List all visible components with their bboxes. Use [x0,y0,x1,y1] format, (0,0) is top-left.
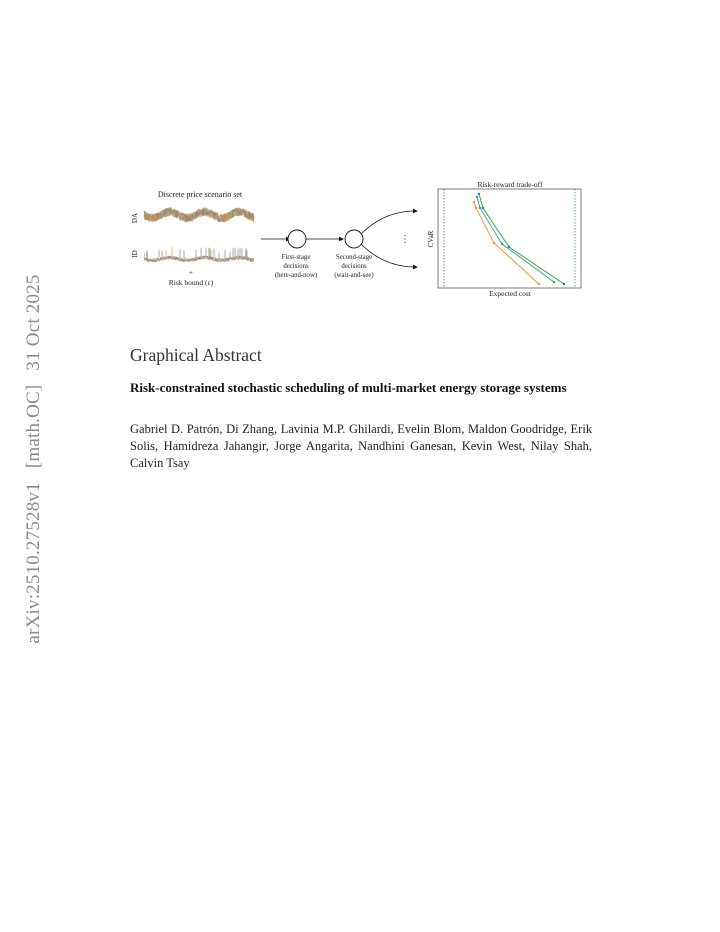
first-stage-line-1: First-stage [281,254,311,261]
arrowhead-second [339,237,344,242]
author-name: Kevin West, [461,439,526,453]
author-name: Di Zhang, [226,422,278,436]
tradeoff-title: Risk-reward trade-off [477,180,543,189]
tradeoff-plot-frame [438,189,581,288]
author-name: Evelin Blom, [397,422,465,436]
id-price-traces [144,247,254,262]
section-heading: Graphical Abstract [130,345,262,365]
scenario-title: Discrete price scenario set [157,190,243,199]
author-name: Hamidreza Jahangir, [163,439,269,453]
author-name: Nandhini Ganesan, [358,439,457,453]
scenario-ellipsis: ⋮ [400,234,410,245]
first-stage-line-3: (here-and-now) [274,272,318,279]
arrowhead-upper [413,209,418,214]
second-stage-line-3: (wait-and-see) [334,272,374,279]
da-label: DA [131,212,139,224]
arrowhead-lower [413,265,418,270]
paper-title: Risk-constrained stochastic scheduling of multi-market energy storage systems [130,380,567,395]
arxiv-id: arXiv:2510.27528v1 [23,482,44,644]
author-name: Lavinia M.P. Ghilardi, [280,422,394,436]
first-stage-line-2: decisions [283,263,309,270]
tradeoff-ylabel: CVaR [427,230,435,248]
id-label: ID [131,250,139,258]
da-price-traces [144,207,254,222]
plus-sign: + [189,269,193,277]
author-name: Gabriel D. Patrón, [130,422,223,436]
first-stage-node [288,230,306,248]
second-stage-line-1: Second-stage [335,254,373,261]
author-list [130,421,592,472]
risk-bound-label: Risk bound (ε) [168,278,214,287]
author-name: Jorge Angarita, [274,439,353,453]
tradeoff-xlabel: Expected cost [489,289,531,298]
figure-canvas [128,178,588,303]
arxiv-category: [math.OC] [23,384,44,469]
second-stage-node [345,230,363,248]
author-name: Nilay Shah, [530,439,593,453]
second-stage-line-2: decisions [341,263,367,270]
author-name: Calvin Tsay [130,456,190,470]
arxiv-date: 31 Oct 2025 [23,274,44,371]
branch-upper [361,211,413,234]
author-name: Maldon Goodridge, [467,422,567,436]
author-name: Erik Solis, [130,422,593,453]
graphical-abstract-figure [128,178,588,303]
arxiv-side-stamp [23,260,45,643]
